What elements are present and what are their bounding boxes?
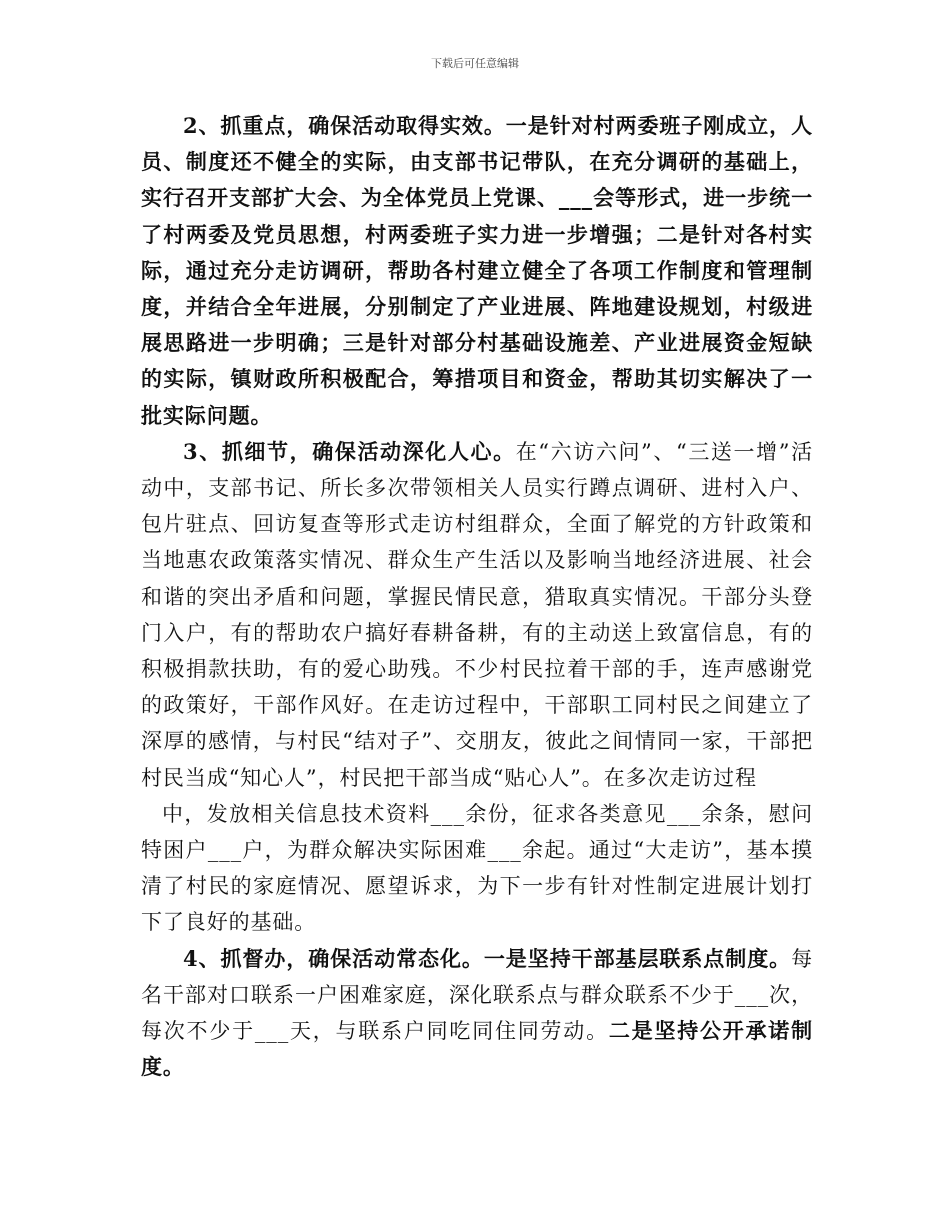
paragraph-3-continued: 中，发放相关信息技术资料___余份，征求各类意见___余条，慰问特困户___户，为群众解决实际困难___余起。通过“大走访”，基本摸清了村民的家庭情况、愿望诉求，为下一步有针对性制定进展计划打下了良好的基础。 bbox=[141, 801, 813, 935]
paragraph-4-body: 每名干部对口联系一户困难家庭，深化联系点与群众联系不少于___次，每次不少于___天，与联系户同吃同住同劳动。 bbox=[141, 946, 813, 1044]
paragraph-4-heading: 4、抓督办，确保活动常态化。一是坚持干部基层联系点制度。 bbox=[183, 945, 792, 971]
paragraph-4 bbox=[141, 941, 813, 1086]
paragraph-3-body: 在“六访六问”、“三送一增”活动中，支部书记、所长多次带领相关人员实行蹲点调研、进村入户、包片驻点、回访复查等形式走访村组群众，全面了解党的方针政策和当地惠农政策落实情况、群众生产生活以及影响当地经济进展、社会和谐的突出矛盾和问题，掌握民情民意，猎取真实情况。干部分头登门入户，有的帮助农户搞好春耕备耕，有的主动送上致富信息，有的积极捐款扶助，有的爱心助残。不少村民拉着干部的手，连声感谢党的政策好，干部作风好。在走访过程中，干部职工同村民之间建立了深厚的感情，与村民“结对子”、交朋友，彼此之间情同一家，干部把村民当成“知心人”，村民把干部当成“贴心人”。在多次走访过程 bbox=[141, 439, 813, 790]
paragraph-3 bbox=[141, 434, 813, 796]
paragraph-2: 2、抓重点，确保活动取得实效。一是针对村两委班子刚成立，人员、制度还不健全的实际，由支部书记带队，在充分调研的基础上，实行召开支部扩大会、为全体党员上党课、___会等形式，进一步统一了村两委及党员思想，村两委班子实力进一步增强；二是针对各村实际，通过充分走访调研，帮助各村建立健全了各项工作制度和管理制度，并结合全年进展，分别制定了产业进展、阵地建设规划，村级进展思路进一步明确；三是针对部分村基础设施差、产业进展资金短缺的实际，镇财政所积极配合，筹措项目和资金，帮助其切实解决了一批实际问题。 bbox=[141, 113, 813, 428]
paragraph-4-tail: 二是坚持公开承诺制度。 bbox=[141, 1018, 813, 1080]
header-note: 下载后可任意编辑 bbox=[431, 57, 519, 70]
document-body bbox=[141, 108, 813, 1085]
paragraph-3-heading: 3、抓细节，确保活动深化人心。 bbox=[183, 438, 516, 464]
